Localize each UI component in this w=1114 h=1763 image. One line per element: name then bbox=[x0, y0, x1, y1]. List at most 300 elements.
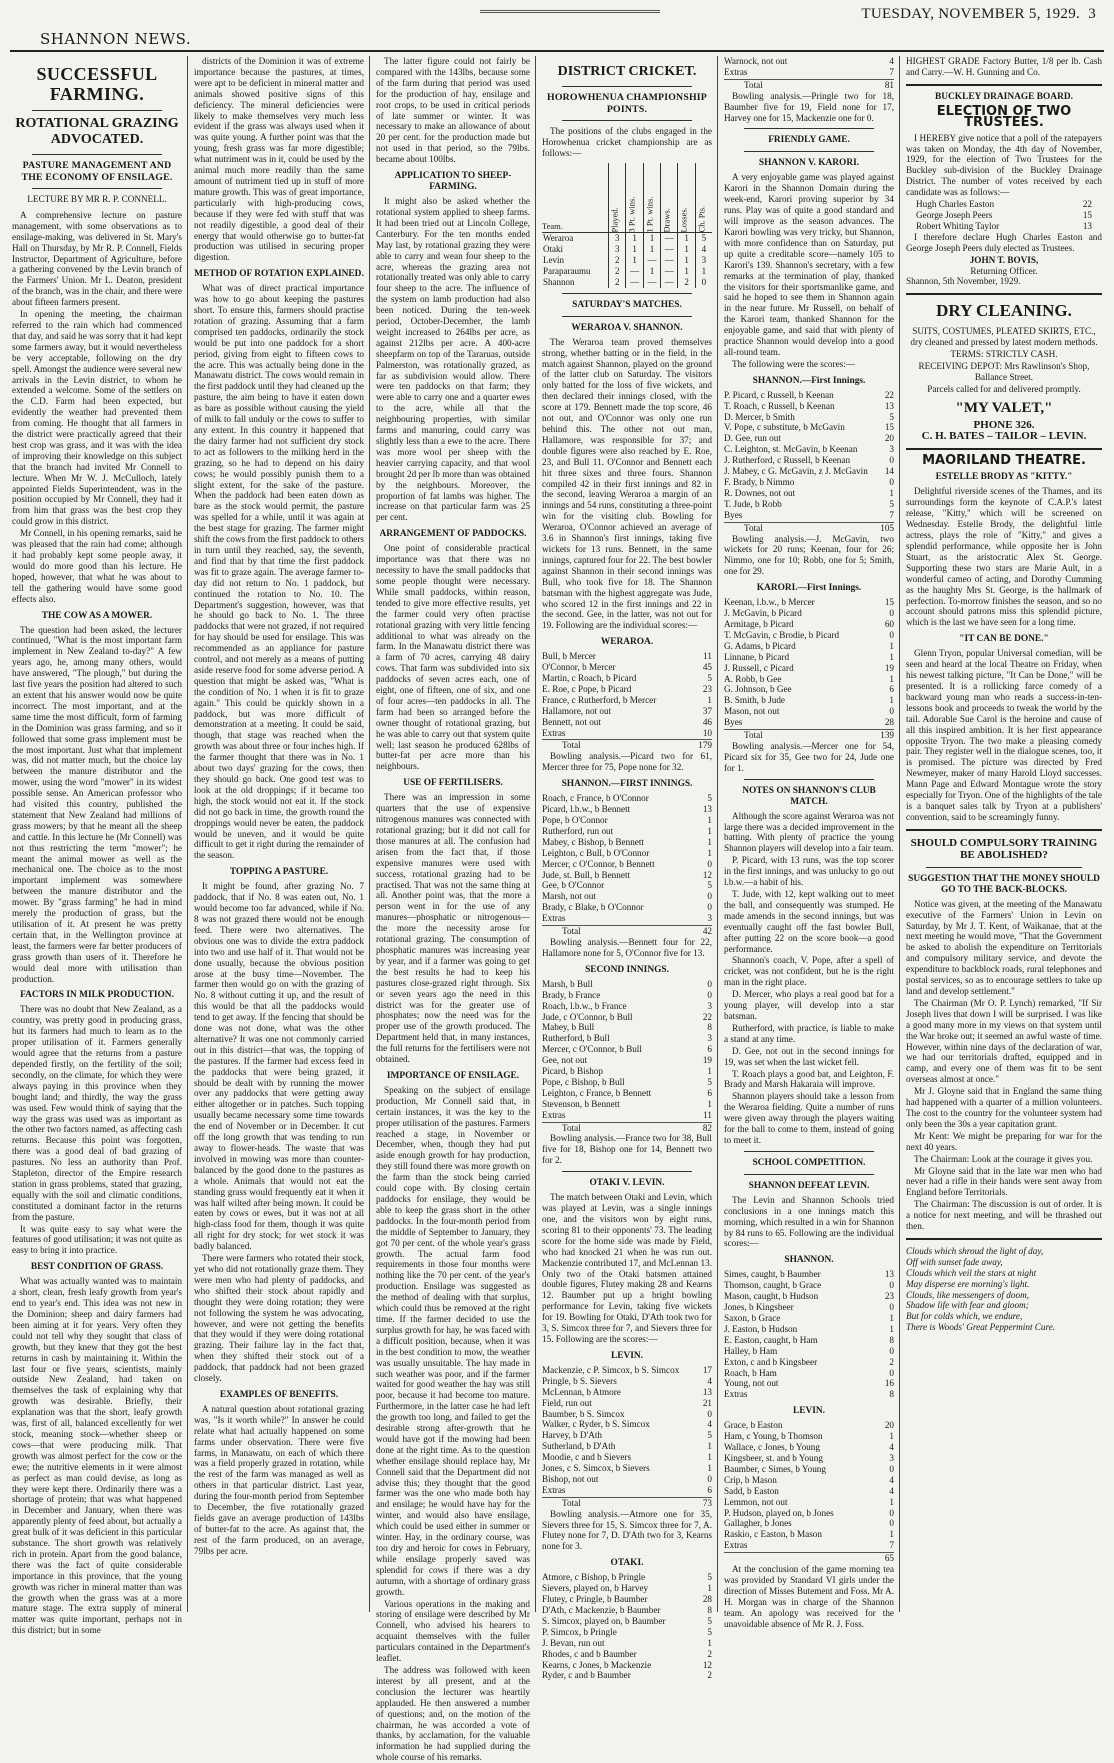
points-cell: — bbox=[626, 266, 643, 277]
score-line bbox=[724, 444, 894, 455]
score-value: 7 bbox=[889, 1540, 894, 1551]
score-name: Rutherford, b Bull bbox=[542, 1033, 610, 1044]
team-heading: LEVIN. bbox=[792, 1406, 826, 1417]
scorecard-shannon-first bbox=[542, 793, 712, 924]
score-value: 21 bbox=[702, 1397, 712, 1408]
points-cell: — bbox=[661, 266, 678, 277]
score-value: 1 bbox=[707, 1066, 712, 1077]
bowling-analysis: Bowling analysis.—Bennett four for 22, Hallamore none for 5, O'Connor five for 13. bbox=[542, 936, 712, 958]
points-cell: 1 bbox=[626, 244, 643, 255]
divider bbox=[562, 293, 692, 294]
score-name: Extras bbox=[542, 727, 566, 738]
score-name: V. Pope, c substitute, b McGavin bbox=[724, 422, 845, 433]
score-name: Atmore, c Bishop, b Pringle bbox=[542, 1572, 646, 1583]
article-paragraph: Delightful riverside scenes of the Thames, and its surroundings form the keynote of C.A.P.'s latest release, "Kitty," which will be screened on Wednesday. Estelle Brody, the delightful little actress, plays the role of "Kitty," and gives a splendid performance, while opposite her is John Stuart, as the aristocratic Alex St. George. Supporting these two stars are Marie Ault, in a wonderful cameo of acting, and Dorothy Cumming as the haughty Mrs St. George, is the hallmark of perfection. To-morrow finishes the season, and so no account should patrons miss this splendid picture, which is the last we have seen for a long time. bbox=[906, 486, 1102, 628]
score-name: Bishop, not out bbox=[542, 1473, 599, 1484]
score-line bbox=[724, 1529, 894, 1540]
total-label: Total bbox=[744, 730, 763, 741]
score-name: Robert Whiting Taylor bbox=[916, 220, 1000, 231]
points-cell: 1 bbox=[626, 255, 643, 266]
score-value: 46 bbox=[702, 716, 712, 727]
total-label: Total bbox=[744, 79, 763, 90]
score-name: Mercer, c O'Connor, b Bennett bbox=[542, 858, 655, 869]
points-cell: Otaki bbox=[543, 244, 563, 255]
score-line bbox=[542, 880, 712, 891]
score-line bbox=[542, 1099, 712, 1110]
score-name: Bennett, not out bbox=[542, 716, 601, 727]
score-line bbox=[724, 1442, 894, 1453]
score-value: 5 bbox=[889, 411, 894, 422]
score-name: Keenan, l.b.w., b Mercer bbox=[724, 597, 815, 608]
score-value: 20 bbox=[884, 1420, 894, 1431]
score-value: 1 bbox=[707, 1583, 712, 1594]
score-name: Roach, b Ham bbox=[724, 1367, 777, 1378]
points-cell: 1 bbox=[695, 266, 712, 277]
score-line bbox=[542, 717, 712, 728]
divider bbox=[32, 154, 162, 155]
total-line bbox=[542, 1122, 712, 1134]
scorecard-otaki bbox=[542, 1572, 712, 1681]
score-value: 0 bbox=[707, 902, 712, 913]
theatre-heading: MAORILAND THEATRE. bbox=[922, 452, 1086, 468]
dry-cleaning-line: SUITS, COSTUMES, PLEATED SKIRTS, ETC., dry cleaned and pressed by latest modern methods. bbox=[910, 326, 1098, 348]
score-line bbox=[724, 1431, 894, 1442]
score-name: Young, not out bbox=[724, 1378, 779, 1389]
team-heading: SHANNON. bbox=[784, 1255, 834, 1266]
score-name: Bull, b Mercer bbox=[542, 651, 596, 662]
points-cell: 1 bbox=[643, 233, 660, 244]
score-line bbox=[724, 56, 894, 67]
score-value: 60 bbox=[884, 618, 894, 629]
score-line bbox=[542, 1066, 712, 1077]
score-line bbox=[724, 1280, 894, 1291]
score-line bbox=[724, 608, 894, 619]
score-name: P. Picard, c Russell, b Keenan bbox=[724, 389, 834, 400]
score-value: 28 bbox=[702, 1594, 712, 1605]
score-value: 5 bbox=[707, 1572, 712, 1583]
score-name: Pringle, b S. Sievers bbox=[542, 1375, 617, 1386]
divider bbox=[744, 1174, 874, 1175]
score-line bbox=[542, 1419, 712, 1430]
bowling-analysis: Bowling analysis.—Pringle two for 18, Baumber five for 19, Field none for 17, Harvey one for 15, Mackenzie one for 0. bbox=[724, 90, 894, 123]
points-cell: 2 bbox=[609, 266, 626, 277]
article-paragraph: The question had been asked, the lecturer continued, "What is the most important farm implement in New Zealand to-day?" A few years ago, he, among many others, would have answered, "The plough," but during the last five years the position had altered to such an extent that his answer would now be quite incorrect. The most important, and at the same time the most difficult, form of farming in the Dominion was grass farming, and so it followed that some grass implement must be the most important. Just what that implement was, did not matter much, but the choice lay between the manure distributor and the mower, using the word "mower" in its widest possible sense. An American professor who had visited this country, published the statement that New Zealand had millions of grass mowers; by that he meant all the sheep and cattle. In this lecture he (Mr Connell) was not thus restricting the term "mower"; he meant the animal mower as well as the mechanical one. The choice as to the most important implement was somewhere between the manure distributor and the mower. By "grass farming" he had in mind merely the production of grass, but the utilisation of it. At present he was pretty certain that, in the Wellington province at least, the farmers were far better producers of grass growth than users of it. Therefore he would deal more with utilisation than production. bbox=[12, 624, 182, 984]
points-cell: Levin bbox=[543, 255, 564, 266]
divider bbox=[744, 151, 874, 152]
score-line bbox=[724, 1508, 894, 1519]
compulsory-training-heading: SHOULD COMPULSORY TRAINING BE ABOLISHED? bbox=[910, 836, 1098, 862]
article-paragraph: districts of the Dominion it was of extreme importance because the pastures, at times, were apt to be deficient in mineral matter and animals showed positive signs of this deficiency. The mineral deficiencies were likely to make themselves very much less evident if the grass was always used when it was quite young. A further point was that the young, fresh grass was far more digestible; what nutriment was in it, could be used by the animal much more readily than the same amount of nutriment tied up in stuff of more mature growth. This was of great importance, particularly with high-producing cows, because if they were fed with stuff that was not readily digestible, a good deal of their energy that would otherwise go to butter-fat production was utilised in securing proper digestion. bbox=[194, 56, 364, 263]
total-line bbox=[542, 1497, 712, 1509]
column-1 bbox=[12, 56, 188, 1636]
score-line bbox=[724, 1302, 894, 1313]
divider bbox=[562, 316, 692, 317]
score-value: 1 bbox=[707, 836, 712, 847]
score-name: Byes bbox=[724, 717, 743, 728]
score-value: 0 bbox=[889, 1507, 894, 1518]
score-value: 8 bbox=[889, 1389, 894, 1400]
score-value: 11 bbox=[703, 651, 712, 662]
points-header-label: 1 Pt. wins. bbox=[644, 196, 655, 233]
points-row bbox=[542, 266, 712, 277]
scorecard-total bbox=[724, 522, 894, 534]
score-value: 4 bbox=[707, 1375, 712, 1386]
headline-successful-farming: SUCCESSFUL FARMING. bbox=[36, 64, 158, 104]
score-value: 4 bbox=[889, 56, 894, 66]
score-line bbox=[542, 913, 712, 924]
section-heading: TOPPING A PASTURE. bbox=[229, 867, 329, 878]
notes-list bbox=[724, 811, 894, 1146]
score-line bbox=[724, 412, 894, 423]
points-cell: 3 bbox=[609, 244, 626, 255]
score-value: 0 bbox=[889, 477, 894, 487]
total-label bbox=[724, 1553, 744, 1564]
score-value: 16 bbox=[884, 1378, 894, 1389]
score-line bbox=[542, 1044, 712, 1055]
score-name: T. Jude, b Robb bbox=[724, 498, 782, 509]
column-2 bbox=[194, 56, 370, 1612]
total-value: 65 bbox=[884, 1553, 894, 1564]
score-name: Ham, c Young, b Thomson bbox=[724, 1431, 823, 1442]
score-value: 1 bbox=[889, 1496, 894, 1507]
section-heading: OTAKI V. LEVIN. bbox=[589, 1178, 665, 1189]
divider bbox=[744, 1151, 874, 1152]
score-line bbox=[542, 826, 712, 837]
election-date: Shannon, 5th November, 1929. bbox=[906, 276, 1021, 287]
score-name: Kingsbeer, st. and b Young bbox=[724, 1452, 823, 1463]
score-value: 15 bbox=[884, 422, 894, 433]
score-name: Leighton, c Bull, b O'Connor bbox=[542, 847, 650, 858]
score-line bbox=[724, 674, 894, 685]
scorecard-school-shannon bbox=[724, 1269, 894, 1400]
dry-cleaning-line: RECEIVING DEPOT: Mrs Rawlinson's Shop, Ballance Street. bbox=[918, 361, 1090, 382]
article-paragraph: Shannon players should take a lesson from the Weraroa fielding. Quite a number of runs were given away through the players waiting for the ball to come to them, instead of going to meet it. bbox=[724, 1091, 894, 1145]
total-value: 73 bbox=[702, 1497, 712, 1508]
poem-line: Clouds which veil the stars at night bbox=[906, 1267, 1037, 1278]
score-name: Exton, c and b Kingsbeer bbox=[724, 1356, 818, 1367]
score-line bbox=[542, 859, 712, 870]
dry-cleaning-line: Parcels called for and delivered promptly. bbox=[927, 383, 1081, 394]
article-paragraph: D. Mercer, who plays a real good bat for a young player, will develop into a star batsman. bbox=[724, 989, 894, 1021]
team-heading: SHANNON.—FIRST INNINGS. bbox=[561, 779, 693, 790]
section-heading: SHANNON V. KARORI. bbox=[758, 158, 860, 169]
score-name: E. Roe, c Pope, b Picard bbox=[542, 683, 632, 694]
points-header bbox=[609, 163, 626, 233]
section-heading: ARRANGEMENT OF PADDOCKS. bbox=[379, 529, 527, 540]
score-name: Saxon, b Grace bbox=[724, 1313, 781, 1323]
poem-line: There is Woods' Great Peppermint Cure. bbox=[906, 1322, 1056, 1333]
score-line bbox=[724, 1378, 894, 1389]
score-line bbox=[916, 221, 1092, 232]
article-paragraph: In opening the meeting, the chairman referred to the rain which had commenced that day, and said he was sorry that it had kept some farmers away, but it would nevertheless be very acceptable, following on the dry spell. Amongst the audience were several new arrivals in the Levin district, to whom he extended a welcome. Some of the settlers on the C.D. Farm had been expected, but evidently the weather had prevented them from coming. He thought that all farmers in the district were practically agreed that their best crop was grass, and it was with the idea of improving their knowledge on this subject that the branch had invited Mr Connell to lecture. When Mr W. J. McCulloch, lately appointed Fields Superintendent, was in the position occupied by Mr Connell, they had it from him that grass was the best crop they could grow in this district. bbox=[12, 309, 182, 527]
section-heading: APPLICATION TO SHEEP-FARMING. bbox=[394, 171, 512, 193]
score-line bbox=[542, 1594, 712, 1605]
score-value: 5 bbox=[707, 793, 712, 804]
score-name: F. Brady, b Nimmo bbox=[724, 477, 795, 487]
score-line bbox=[542, 1022, 712, 1033]
score-line bbox=[724, 1313, 894, 1324]
points-cell: Paraparaumu bbox=[543, 265, 591, 276]
score-value: 4 bbox=[707, 1419, 712, 1430]
score-value: 6 bbox=[707, 1484, 712, 1495]
score-name: J. Rutherford, c Russell, b Keenan bbox=[724, 455, 851, 466]
score-line bbox=[542, 1077, 712, 1088]
score-name: Brady, b France bbox=[542, 989, 601, 1000]
score-value: 4 bbox=[889, 1485, 894, 1496]
score-name: Sadd, b Easton bbox=[724, 1485, 779, 1496]
points-cell: 4 bbox=[695, 244, 712, 255]
score-name: B. Smith, b Jude bbox=[724, 695, 786, 706]
score-line bbox=[724, 1346, 894, 1357]
article-paragraph: A very enjoyable game was played against Karori in the Shannon Domain during the week-end, Karori proving superior by 34 runs. Play was of quite a good standard and will improve as the season advances. The Karori bowling was very tricky, but Shannon, with more confidence than on Saturday, put up quite a creditable score—namely 105 to Karori's 139. Shannon's secretary, with a few remarks at the termination of play, thanked the visitors for their sportsmanlike game, and said he hoped to see them in Shannon again in the near future. Mr Russell, on behalf of the Karori team, thanked Shannon for the enjoyable game, and said that with plenty of practice Shannon would develop into a good all-round team. bbox=[724, 172, 894, 357]
scorecard-total bbox=[724, 79, 894, 91]
score-name: Lemmon, not out bbox=[724, 1496, 788, 1507]
divider bbox=[906, 1238, 1102, 1240]
divider bbox=[32, 188, 162, 189]
score-line bbox=[724, 717, 894, 728]
points-header-label: Ch. Pts. bbox=[696, 206, 707, 233]
score-value: 0 bbox=[889, 1463, 894, 1474]
score-line bbox=[916, 199, 1092, 210]
team-heading: SHANNON.—First Innings. bbox=[752, 375, 866, 386]
score-line bbox=[724, 652, 894, 663]
score-name: Walker, c Ryder, b S. Simcox bbox=[542, 1419, 650, 1430]
divider bbox=[744, 128, 874, 129]
drainage-board-heading: BUCKLEY DRAINAGE BOARD. bbox=[935, 91, 1073, 102]
score-line bbox=[724, 1420, 894, 1431]
score-line bbox=[724, 706, 894, 717]
total-label: Total bbox=[562, 926, 581, 937]
section-heading: EXAMPLES OF BENEFITS. bbox=[219, 1389, 339, 1400]
article-paragraph: A comprehensive lecture on pasture management, with some observations as to ensilage-making, was delivered in St. Mary's Hall on Thursday, by Mr R. P. Connell, Fields Instructor, Department of Agriculture, before a gathering convened by the Levin branch of the Farmers' Union. Mr L. Deaton, president of the branch, was in the chair, and there were about fifteen farmers present. bbox=[12, 209, 182, 308]
divider bbox=[906, 829, 1102, 831]
phone-number: PHONE 326. bbox=[973, 418, 1035, 431]
score-name: T. Roach, c Russell, b Keenan bbox=[724, 400, 835, 411]
candidate-votes bbox=[906, 199, 1102, 232]
total-value: 179 bbox=[698, 740, 712, 751]
score-name: G. Adams, b Picard bbox=[724, 640, 796, 651]
points-cell: — bbox=[661, 277, 678, 288]
election-notice: I HEREBY give notice that a poll of the ratepayers was taken on Monday, the 4th day of November, 1929, for the election of Two Trustees for the Buckley sub-division of the Buckley Drainage District. The number of votes received by each candidate was as follows:— bbox=[906, 132, 1102, 198]
score-value: 8 bbox=[889, 1334, 894, 1345]
section-heading: SCHOOL COMPETITION. bbox=[752, 1157, 866, 1168]
score-name: C. Leighton, st. McGavin, b Keenan bbox=[724, 444, 858, 455]
score-value: 1 bbox=[707, 1463, 712, 1474]
team-heading: SECOND INNINGS. bbox=[585, 964, 669, 975]
total-value: 105 bbox=[880, 522, 894, 533]
score-name: Stevenson, b Bennett bbox=[542, 1098, 620, 1109]
score-name: Extras bbox=[724, 66, 748, 77]
points-cell: — bbox=[661, 244, 678, 255]
score-line bbox=[916, 210, 1092, 221]
points-cell: — bbox=[661, 255, 678, 266]
score-name: Roach, l.b.w., b France bbox=[542, 1000, 627, 1011]
section-heading: THE COW AS A MOWER. bbox=[41, 610, 153, 621]
score-line bbox=[724, 1368, 894, 1379]
scorecard-total bbox=[724, 1552, 894, 1564]
points-cell: 1 bbox=[678, 266, 695, 277]
article-paragraph: Mr Kent: We might be preparing for war for the next 40 years. bbox=[906, 1130, 1102, 1152]
score-name: D. Mercer, b Smith bbox=[724, 411, 795, 422]
score-value: 1 bbox=[707, 1441, 712, 1452]
score-line bbox=[724, 630, 894, 641]
kitty-heading: ESTELLE BRODY AS "KITTY." bbox=[935, 472, 1073, 483]
score-line bbox=[724, 1389, 894, 1400]
score-name: Ryder, c and b Baumber bbox=[542, 1670, 631, 1681]
score-name: Brady, c Blake, b O'Connor bbox=[542, 902, 644, 913]
total-label: Total bbox=[562, 1497, 581, 1508]
score-name: G. Johnson, b Gee bbox=[724, 684, 792, 695]
score-name: Jude, st. Bull, b Bennett bbox=[542, 869, 631, 880]
score-line bbox=[724, 455, 894, 466]
score-value: 2 bbox=[707, 1648, 712, 1659]
section-heading: NOTES ON SHANNON'S CLUB MATCH. bbox=[742, 785, 876, 807]
article-paragraph: It was quite easy to say what were the features of good utilisation; it was not quite as easy to bring it into practice. bbox=[12, 1223, 182, 1256]
score-value: 1 bbox=[707, 825, 712, 836]
score-name: Picard, l.b.w., b Bennett bbox=[542, 804, 631, 815]
score-value: 4 bbox=[889, 1442, 894, 1453]
divider bbox=[906, 293, 1102, 295]
scorecard-shannon-second bbox=[542, 979, 712, 1121]
article-paragraph: Mr Connell, in his opening remarks, said he was pleased that the rain had come; although it had probably kept some people away, it would do more good than his lecture. He hoped, however, that what he was about to tell the gathering would have some good effects also. bbox=[12, 528, 182, 604]
section-heading: FRIENDLY GAME. bbox=[768, 135, 850, 146]
score-name: Mercer, c O'Connor, b Bull bbox=[542, 1044, 642, 1055]
score-line bbox=[542, 1463, 712, 1474]
score-line bbox=[542, 728, 712, 739]
score-name: France, c Rutherford, b Mercer bbox=[542, 694, 657, 705]
divider bbox=[32, 110, 162, 111]
score-line bbox=[542, 1055, 712, 1066]
poem-line: But for colds which, we endure, bbox=[906, 1311, 1023, 1322]
score-value: 0 bbox=[889, 1518, 894, 1529]
score-line bbox=[724, 1486, 894, 1497]
poem-line: Clouds which shroud the light of day, bbox=[906, 1245, 1044, 1256]
article-paragraph: Shannon's coach, V. Pope, after a spell of cricket, was not confident, but he is the right man in the right place. bbox=[724, 955, 894, 988]
score-name: Mackenzie, c P. Simcox, b S. Simcox bbox=[542, 1364, 680, 1375]
training-article bbox=[906, 899, 1102, 1232]
points-cell: 3 bbox=[609, 233, 626, 244]
election-declaration: I therefore declare Hugh Charles Easton and George Joseph Peers duly elected as Trustees. bbox=[906, 231, 1102, 253]
column-3 bbox=[376, 56, 536, 1763]
score-name: Thomson, caught, b Grace bbox=[724, 1280, 822, 1291]
score-name: Pope, b O'Connor bbox=[542, 815, 608, 825]
it-can-be-done-heading: "IT CAN BE DONE." bbox=[959, 634, 1049, 645]
score-name: Baumber, c Simes, b Young bbox=[724, 1463, 826, 1474]
score-name: Baumber, b S. Simcox bbox=[542, 1408, 625, 1419]
score-name: Marsh, not out bbox=[542, 891, 596, 902]
total-value: 81 bbox=[884, 79, 894, 90]
dry-cleaning-line: TERMS: STRICTLY CASH. bbox=[950, 349, 1058, 360]
score-line bbox=[542, 804, 712, 815]
score-value: 12 bbox=[702, 869, 712, 880]
article-paragraph: The Weraroa team proved themselves strong, whether batting or in the field, in the match against Shannon, played on the ground of the latter club on Saturday. The visitors only batted for the loss of five wickets, and then declared their innings closed, with the score at 179. Bennett made the top score, 46 not out, and O'Connor was only one run behind this. The other not out man, Hallamore, was responsible for 37; and double figures were also reached by E. Roe, 23, and Bull 11. O'Connor and Bennett each hit three sixes and three fours. Shannon compiled 42 in their first innings and 82 in the second, leaving Weraroa a margin of an innings and 54 runs, constituting a three-point win for the visiting club. Bowling for Weraroa, O'Connor achieved an average of 3.6 in Shannon's first innings, taking five wickets for 13 runs. Bennett, in the same innings, captured four for 22. The best bowler against Shannon in their second innings was Bull, who took five for 18. The Shannon batsman with the highest aggregate was Jude, who scored 12 in the first innings and 22 in the second. Gee, in the latter, was not out for 19. Following are the individual scores:— bbox=[542, 336, 712, 631]
score-line bbox=[542, 902, 712, 913]
section-heading: SATURDAY'S MATCHES. bbox=[572, 299, 682, 310]
score-name: A. Robb, b Gee bbox=[724, 673, 782, 684]
score-value: 23 bbox=[702, 683, 712, 694]
subhead-rotational-grazing: ROTATIONAL GRAZING ADVOCATED. bbox=[15, 116, 179, 147]
scorecard-shannon bbox=[724, 390, 894, 521]
score-name: Extras bbox=[724, 1540, 748, 1551]
score-name: Pope, c Bishop, b Bull bbox=[542, 1076, 625, 1087]
scorecard-total bbox=[724, 729, 894, 741]
score-line bbox=[542, 1441, 712, 1452]
score-line bbox=[724, 1335, 894, 1346]
total-value: 42 bbox=[702, 926, 712, 937]
points-header bbox=[542, 163, 609, 233]
scorecard-total bbox=[542, 925, 712, 937]
score-value: 13 bbox=[884, 1269, 894, 1280]
returning-officer-title: Returning Officer. bbox=[970, 265, 1038, 276]
score-value: 1 bbox=[889, 1431, 894, 1442]
score-name: Grace, b Easton bbox=[724, 1420, 783, 1431]
score-name: Extras bbox=[542, 913, 566, 924]
score-name: Mabey, b Bull bbox=[542, 1022, 595, 1033]
article-paragraph: Mr J. Gloyne said that in England the same thing had happened with a quarter of a million volunteers. The cost to the country for the volunteer system had only been the 30s a year capitation grant. bbox=[906, 1086, 1102, 1129]
article-paragraph: What was of direct practical importance was how to go about keeping the pastures short. To ensure this, farmers should practise rotation of grazing. Assuming that a farm comprised ten paddocks, ordinarily the stock would be put into one paddock for a short period, giving from eight to fifteen cows to the acre. This was actually being done in the Manawatu district. The cows would remain in the first paddock until they had cleaned up the pasture, the aim being to have it eaten down as bare as possible without causing the yield of milk to fall unduly or the cows to suffer to any extent. In this country it happened that the dairy farmer had not sufficient dry stock to act as followers to the milking herd in the grazing, so he had to depend on his dairy cows; he would possibly punish them to a slight extent, for the sake of the pasture. When the paddock had been eaten down as bare as the stock would permit, the pasture was spelled for a while, until it was again at the best stage for grazing. The farmer might shift the cows from the first paddock to others in turn until they reached, say, the seventh, and find that by that time the first paddock was fit to graze again. The average farmer to-day did not return to No. 1 paddock, but continued the rotation to No. 10. The Department's suggestion, however, was that he should go back to No. 1. The three paddocks that were not grazed, if not required for hay should be used for ensilage. This was recommended as an appliance for pasture control, and not merely as a means of putting aside reserve food for some adverse period. A question that might be asked was, "What is the condition of No. 1 when it is fit to graze again." This could be quickly shown in a paddock, but was more difficult of demonstration at a meeting. It could be said, though, that stage was reached when the growth was about three or four inches high. If the farmer thought that there was in No. 1 about two days' grazing for the cows, then they should go back. One good test was to look at the old droppings; if it became too high, the stock would not eat it. If the stock did not go back in time, the growth round the droppings would never be eaten, the paddock would be uneven, and it would be quite difficult to get it right during the remainder of the season. bbox=[194, 283, 364, 861]
score-value: 6 bbox=[889, 684, 894, 695]
total-label: Total bbox=[744, 522, 763, 533]
score-name: O'Connor, b Mercer bbox=[542, 662, 616, 673]
points-cell: — bbox=[643, 255, 660, 266]
score-name: P. Simcox, b Pringle bbox=[542, 1626, 617, 1637]
score-name: Marsh, b Bull bbox=[542, 978, 593, 989]
article-paragraph: Mr Gloyne said that in the late war men who had never had a rifle in their hands were sent away from England before Territorials. bbox=[906, 1165, 1102, 1198]
bowling-analysis: Bowling analysis.—J. McGavin, two wickets for 20 runs; Keenan, four for 26; Nimmo, one for 10; Robb, one for 5; Smith, one for 29. bbox=[724, 533, 894, 577]
article-paragraph: The match between Otaki and Levin, which was played at Levin, was a single innings one, and the visitors won by eight runs, scoring 81 to their opponents' 73. The leading score for the home side was made by Field, who had knocked 21 when he was run out. Mackenzie contributed 17, and McLennan 13. Only two of the Otaki batsmen attained double figures, Flutey making 28 and Kearns 12. Baumber put up a bright bowling performance for Levin, taking five wickets for 19. Bowling for Otaki, D'Ath took two for 3, S. Simcox three for 7, and Sievers three for 15. Following are the scores:— bbox=[542, 1192, 712, 1344]
score-value: 13 bbox=[1082, 220, 1092, 231]
score-name: Crip, b Mason bbox=[724, 1474, 777, 1485]
points-cell: — bbox=[643, 277, 660, 288]
scorecard-total bbox=[542, 739, 712, 751]
score-value: 0 bbox=[889, 1302, 894, 1313]
article-paragraph: There was an impression in some quarters that the use of expensive nitrogenous manures was connected with rotational grazing; but it did not call for those manures at all. The confusion had arisen from the fact that, if those expensive manures were used with success, rotational grazing had to be practised. That was not the same thing at all. Another point was, that the more a person went in for the use of any manures—phosphatic or nitrogenous—the more the necessity arose for rotational grazing. The consumption of phosphatic manures was increasing year by year, and if a farmer was going to get the best results he had to keep his pastures close-grazed right through. Six or seven years ago the need in this district was for the greater use of phosphates; now the need was for the proper use of the growth produced. The Department held that, in many instances, the full returns for the fertilisers were not obtained. bbox=[376, 792, 530, 1065]
score-name: Mabey, c Bishop, b Bennett bbox=[542, 836, 644, 847]
score-name: Mason, caught, b Hudson bbox=[724, 1291, 819, 1302]
points-cell: 1 bbox=[643, 244, 660, 255]
score-value: 0 bbox=[889, 1345, 894, 1356]
championship-table bbox=[542, 163, 712, 288]
score-value: 22 bbox=[1082, 199, 1092, 210]
score-value: 0 bbox=[889, 706, 894, 717]
total-line bbox=[724, 729, 894, 741]
poem-line: Clouds, like messengers of doom, bbox=[906, 1289, 1029, 1300]
points-header-label: 3 Pt. wins. bbox=[627, 196, 638, 233]
score-line bbox=[542, 848, 712, 859]
score-value: 1 bbox=[889, 695, 894, 706]
score-value: 3 bbox=[889, 1452, 894, 1463]
team-heading: OTAKI. bbox=[610, 1558, 644, 1569]
points-header bbox=[661, 163, 678, 233]
score-line bbox=[724, 477, 894, 488]
score-name: R. Downes, not out bbox=[724, 487, 796, 498]
score-value: 15 bbox=[884, 597, 894, 608]
score-line bbox=[542, 837, 712, 848]
score-name: Gallagher, b Jones bbox=[724, 1518, 792, 1529]
score-value: 0 bbox=[889, 455, 894, 466]
article-paragraph: The address was followed with keen interest by all present, and at the conclusion the lecturer was heartily applauded. He then answered a number of questions; and, on the motion of the chairman, he was accorded a vote of thanks, by acclamation, for the valuable information he had supplied during the whole course of his remarks. bbox=[376, 1664, 530, 1763]
score-line bbox=[724, 499, 894, 510]
score-value: 1 bbox=[889, 1313, 894, 1323]
scorecard-karori bbox=[724, 597, 894, 728]
score-name: Extras bbox=[542, 1484, 566, 1495]
score-value: 1 bbox=[707, 694, 712, 705]
column-5 bbox=[724, 56, 900, 1629]
total-line bbox=[724, 1552, 894, 1564]
score-value: 22 bbox=[884, 389, 894, 400]
score-value: 6 bbox=[707, 1087, 712, 1098]
score-value: 3 bbox=[707, 913, 712, 924]
